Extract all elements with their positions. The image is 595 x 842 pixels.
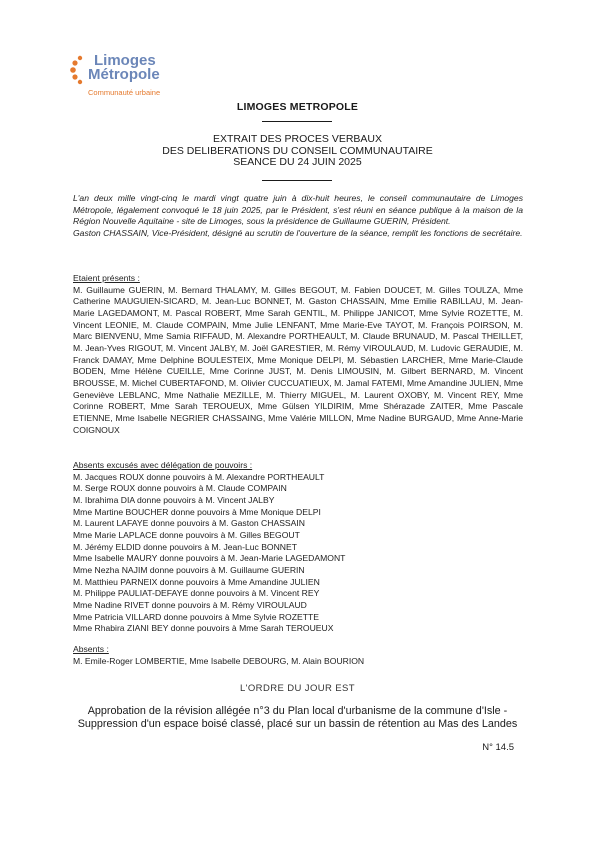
excused-line: M. Serge ROUX donne pouvoirs à M. Claude COMPAIN — [73, 483, 287, 494]
excused-line: Mme Patricia VILLARD donne pouvoirs à Mme Sylvie ROZETTE — [73, 611, 319, 622]
excused-line: Mme Marie LAPLACE donne pouvoirs à M. Gilles BEGOUT — [73, 529, 300, 540]
excused-title: Absents excusés avec délégation de pouvoirs : — [73, 460, 253, 470]
present-title: Etaient présents : — [73, 273, 140, 283]
excused-line: M. Matthieu PARNEIX donne pouvoirs à Mme Amandine JULIEN — [73, 576, 320, 587]
excused-list — [73, 472, 523, 635]
logo-dots-icon — [70, 54, 90, 88]
absent-members-list: M. Emile-Roger LOMBERTIE, Mme Isabelle DEBOURG, M. Alain BOURION — [73, 655, 365, 666]
agenda-subject: Approbation de la révision allégée n°3 du Plan local d'urbanisme de la commune d'Isle - Suppression d'un espace boisé classé, placé sur un bassin de rétention au Mas des Landes — [77, 705, 518, 730]
absent-members-section — [73, 644, 523, 667]
excused-line: Mme Rhabira ZIANI BEY donne pouvoirs à Mme Sarah TEROUEUX — [73, 623, 334, 634]
divider-rule — [262, 180, 332, 181]
divider-rule — [262, 121, 332, 122]
intro-paragraph-2: Gaston CHASSAIN, Vice-Président, désigné au scrutin de l'ouverture de la séance, remplit les fonctions de secrétaire. — [73, 228, 523, 239]
excused-line: Mme Nadine RIVET donne pouvoirs à M. Rémy VIROULAUD — [73, 599, 307, 610]
title-line-1: EXTRAIT DES PROCES VERBAUX — [212, 133, 382, 145]
organization-name: LIMOGES METROPOLE — [236, 101, 359, 113]
session-intro — [73, 193, 523, 240]
excused-line: M. Jérémy ELDID donne pouvoirs à M. Jean-Luc BONNET — [73, 541, 297, 552]
excused-line: M. Ibrahima DIA donne pouvoirs à M. Vincent JALBY — [73, 494, 275, 505]
excused-members-section — [73, 460, 523, 635]
logo-line-1: Limoges — [94, 52, 156, 69]
excused-line: Mme Isabelle MAURY donne pouvoirs à M. Jean-Marie LAGEDAMONT — [73, 553, 346, 564]
excused-line: Mme Nezha NAJIM donne pouvoirs à M. Guillaume GUERIN — [73, 564, 305, 575]
excused-line: M. Philippe PAULIAT-DEFAYE donne pouvoirs à M. Vincent REY — [73, 588, 320, 599]
deliberation-number: N° 14.5 — [482, 742, 514, 753]
agenda-heading: L'ORDRE DU JOUR EST — [240, 683, 355, 694]
intro-paragraph-1: L'an deux mille vingt-cinq le mardi vingt quatre juin à dix-huit heures, le conseil communautaire de Limoges Métropole, légalement convoqué le 18 juin 2025, par le Président, s'est réuni en séance publique à la maison de la Région Nouvelle Aquitaine - site de Limoges, sous la présidence de Guillaume GUERIN, Président. — [73, 193, 523, 227]
excused-line: M. Laurent LAFAYE donne pouvoirs à M. Gaston CHASSAIN — [73, 518, 305, 529]
logo-subtitle: Communauté urbaine — [88, 88, 161, 97]
absent-title: Absents : — [73, 644, 109, 654]
logo-line-2: Métropole — [88, 66, 160, 83]
logo-wordmark — [88, 54, 160, 82]
excused-line: M. Jacques ROUX donne pouvoirs à M. Alexandre PORTHEAULT — [73, 471, 325, 482]
present-members-section — [73, 273, 523, 436]
document-title — [0, 134, 595, 169]
excused-line: Mme Martine BOUCHER donne pouvoirs à Mme Monique DELPI — [73, 506, 321, 517]
title-line-3: SEANCE DU 24 JUIN 2025 — [233, 156, 362, 168]
title-line-2: DES DELIBERATIONS DU CONSEIL COMMUNAUTAIRE — [162, 144, 433, 157]
limoges-metropole-logo — [70, 52, 180, 102]
present-members-list: M. Guillaume GUERIN, M. Bernard THALAMY, M. Gilles BEGOUT, M. Fabien DOUCET, M. Gilles TOULZA, Mme Catherine MAUGUIEN-SICARD, M. Jean-Luc BONNET, M. Gaston CHASSAIN, Mme Emilie RABILLAU, M. Jean-Marie LAGEDAMONT, M. Pascal ROBERT, Mme Sarah GENTIL, M. Philippe JANICOT, Mme Sylvie ROZETTE, M. Vincent LEONIE, M. Claude COMPAIN, Mme Julie LENFANT, Mme Marie-Eve TAYOT, M. François POIRSON, M. Marc BIENVENU, Mme Samia RIFFAUD, M. Alexandre PORTHEAULT, M. Claude BRUNAUD, M. Pascal THEILLET, M. Jean-Yves RIGOUT, M. Vincent JALBY, M. Joël GARESTIER, M. Rémy VIROULAUD, M. Ludovic GERAUDIE, M. Franck DAMAY, Mme Delphine BOULESTEIX, Mme Monique DELPI, M. Sébastien LARCHER, Mme Marie-Claude BODEN, Mme Hélène CUEILLE, Mme Corinne JUST, M. Denis LIMOUSIN, M. Gilbert BERNARD, M. Vincent BROUSSE, M. Michel CUBERTAFOND, M. Olivier CUCCUATIEUX, M. Jamal FATEMI, Mme Amandine JULIEN, Mme Geneviève LEBLANC, Mme Nathalie MEZILLE, M. Thierry MIGUEL, M. Laurent OXOBY, M. Vincent REY, Mme Corinne ROBERT, Mme Sarah TEROUEUX, Mme Gülsen YILDIRIM, Mme Shérazade ZAITER, Mme Pascale ETIENNE, Mme Isabelle NEGRIER CHASSAING, Mme Valérie MILLON, Mme Nadine BURGAUD, Mme Anne-Marie COIGNOUX — [73, 284, 523, 435]
